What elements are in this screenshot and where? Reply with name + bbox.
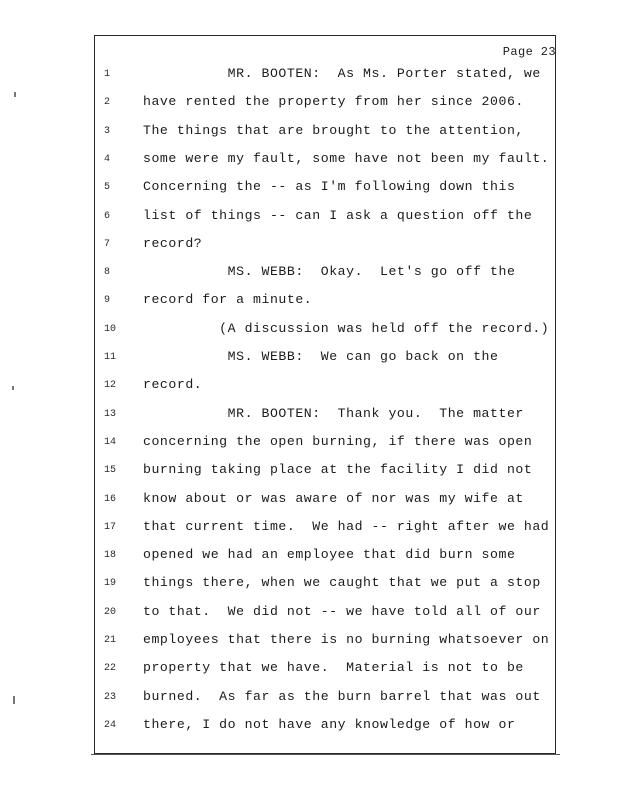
scan-mark xyxy=(12,386,14,390)
transcript-line: to that. We did not -- we have told all of our xyxy=(143,604,541,619)
line-number: 17 xyxy=(104,522,117,533)
transcript-line: some were my fault, some have not been my fault. xyxy=(143,151,550,166)
line-number: 5 xyxy=(104,182,111,193)
line-number: 14 xyxy=(104,437,117,448)
scan-mark xyxy=(13,696,15,704)
line-number: 11 xyxy=(104,352,117,363)
transcript-line: property that we have. Material is not to be xyxy=(143,660,524,675)
transcript-line: Concerning the -- as I'm following down this xyxy=(143,179,516,194)
line-number: 13 xyxy=(104,409,117,420)
transcript-line: MR. BOOTEN: As Ms. Porter stated, we xyxy=(143,66,541,81)
transcript-line: record. xyxy=(143,377,203,392)
line-number: 15 xyxy=(104,465,117,476)
line-number: 21 xyxy=(104,635,117,646)
line-number: 18 xyxy=(104,550,117,561)
transcript-line: MS. WEBB: We can go back on the xyxy=(143,349,499,364)
line-number: 6 xyxy=(104,211,111,222)
transcript-line: MR. BOOTEN: Thank you. The matter xyxy=(143,406,524,421)
line-number: 23 xyxy=(104,692,117,703)
transcript-line: employees that there is no burning whatsoever on xyxy=(143,632,550,647)
line-number: 3 xyxy=(104,126,111,137)
transcript-line: know about or was aware of nor was my wife at xyxy=(143,491,524,506)
line-number: 2 xyxy=(104,97,111,108)
transcript-line: there, I do not have any knowledge of how or xyxy=(143,717,516,732)
transcript-line: list of things -- can I ask a question off the xyxy=(143,208,533,223)
line-number: 24 xyxy=(104,720,117,731)
line-number: 16 xyxy=(104,494,117,505)
transcript-line: things there, when we caught that we put a stop xyxy=(143,575,541,590)
line-number: 19 xyxy=(104,578,117,589)
line-number: 1 xyxy=(104,69,111,80)
line-number: 9 xyxy=(104,295,111,306)
line-number: 12 xyxy=(104,380,117,391)
transcript-line: that current time. We had -- right after we had xyxy=(143,519,550,534)
line-number: 20 xyxy=(104,607,117,618)
transcript-line: The things that are brought to the attention, xyxy=(143,123,524,138)
transcript-line: opened we had an employee that did burn some xyxy=(143,547,516,562)
transcript-line: (A discussion was held off the record.) xyxy=(143,321,550,336)
page-bottom-edge xyxy=(91,752,560,755)
transcript-line: burned. As far as the burn barrel that was out xyxy=(143,689,541,704)
line-number: 22 xyxy=(104,663,117,674)
line-number: 7 xyxy=(104,239,111,250)
line-number: 4 xyxy=(104,154,111,165)
transcript-line: MS. WEBB: Okay. Let's go off the xyxy=(143,264,516,279)
transcript-line: have rented the property from her since 2006. xyxy=(143,94,524,109)
line-number: 10 xyxy=(104,324,117,335)
page-number: Page 23 xyxy=(502,45,556,59)
scan-mark xyxy=(14,92,16,97)
transcript-line: concerning the open burning, if there was open xyxy=(143,434,533,449)
transcript-line: record? xyxy=(143,236,203,251)
transcript-line: record for a minute. xyxy=(143,292,313,307)
transcript-line: burning taking place at the facility I did not xyxy=(143,462,533,477)
line-number: 8 xyxy=(104,267,111,278)
